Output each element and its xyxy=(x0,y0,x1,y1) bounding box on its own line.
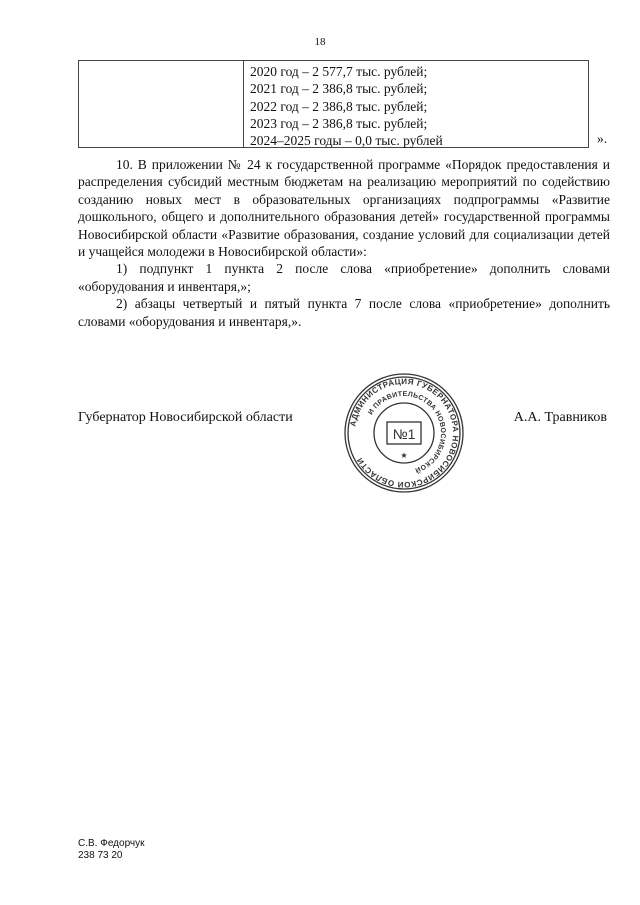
seal-number: №1 xyxy=(392,426,416,442)
page-number: 18 xyxy=(314,36,326,48)
paragraph-subitem-2: 2) абзацы четвертый и пятый пункта 7 после слова «приобретение» дополнить словами «оборудования и инвентаря,». xyxy=(78,296,610,329)
funding-row: 2021 год – 2 386,8 тыс. рублей; xyxy=(250,81,428,97)
signature-name: А.А. Травников xyxy=(513,410,607,425)
funding-row: 2024–2025 годы – 0,0 тыс. рублей xyxy=(250,133,443,149)
paragraph-subitem-1: 1) подпункт 1 пункта 2 после слова «приобретение» дополнить словами «оборудования и инвентаря,»; xyxy=(78,261,610,294)
seal-outer-text: АДМИНИСТРАЦИЯ ГУБЕРНАТОРА НОВОСИБИРСКОЙ ОБЛАСТИ xyxy=(348,376,461,490)
funding-row: 2020 год – 2 577,7 тыс. рублей; xyxy=(250,64,428,79)
funding-row: 2023 год – 2 386,8 тыс. рублей; xyxy=(250,115,428,131)
table-empty-cell xyxy=(79,61,244,147)
amendment-text xyxy=(78,156,610,330)
funding-table xyxy=(78,60,589,148)
seal-star-icon: ★ xyxy=(400,451,408,460)
seal-inner-text: И ПРАВИТЕЛЬСТВА НОВОСИБИРСКОЙ xyxy=(367,390,447,474)
table-funding-cell xyxy=(244,61,588,147)
footer-phone: 238 73 20 xyxy=(78,850,123,861)
signature-position: Губернатор Новосибирской области xyxy=(78,410,293,425)
funding-row: 2022 год – 2 386,8 тыс. рублей; xyxy=(250,98,428,114)
official-seal xyxy=(343,372,465,494)
footer-author: С.В. Федорчук xyxy=(78,838,145,849)
closing-quote: ». xyxy=(597,131,608,146)
paragraph-item-10: 10. В приложении № 24 к государственной программе «Порядок предоставления и распределения субсидий местным бюджетам на реализацию мероприятий по содействию созданию новых мест в образовательных организациях подпрограммы «Развитие дошкольного, общего и дополнительного образования детей» государственной программы Новосибирской области «Развитие образования, создание условий для социализации детей и учащейся молодежи в Новосибирской области»: xyxy=(78,157,610,260)
footer-contact xyxy=(78,838,145,862)
